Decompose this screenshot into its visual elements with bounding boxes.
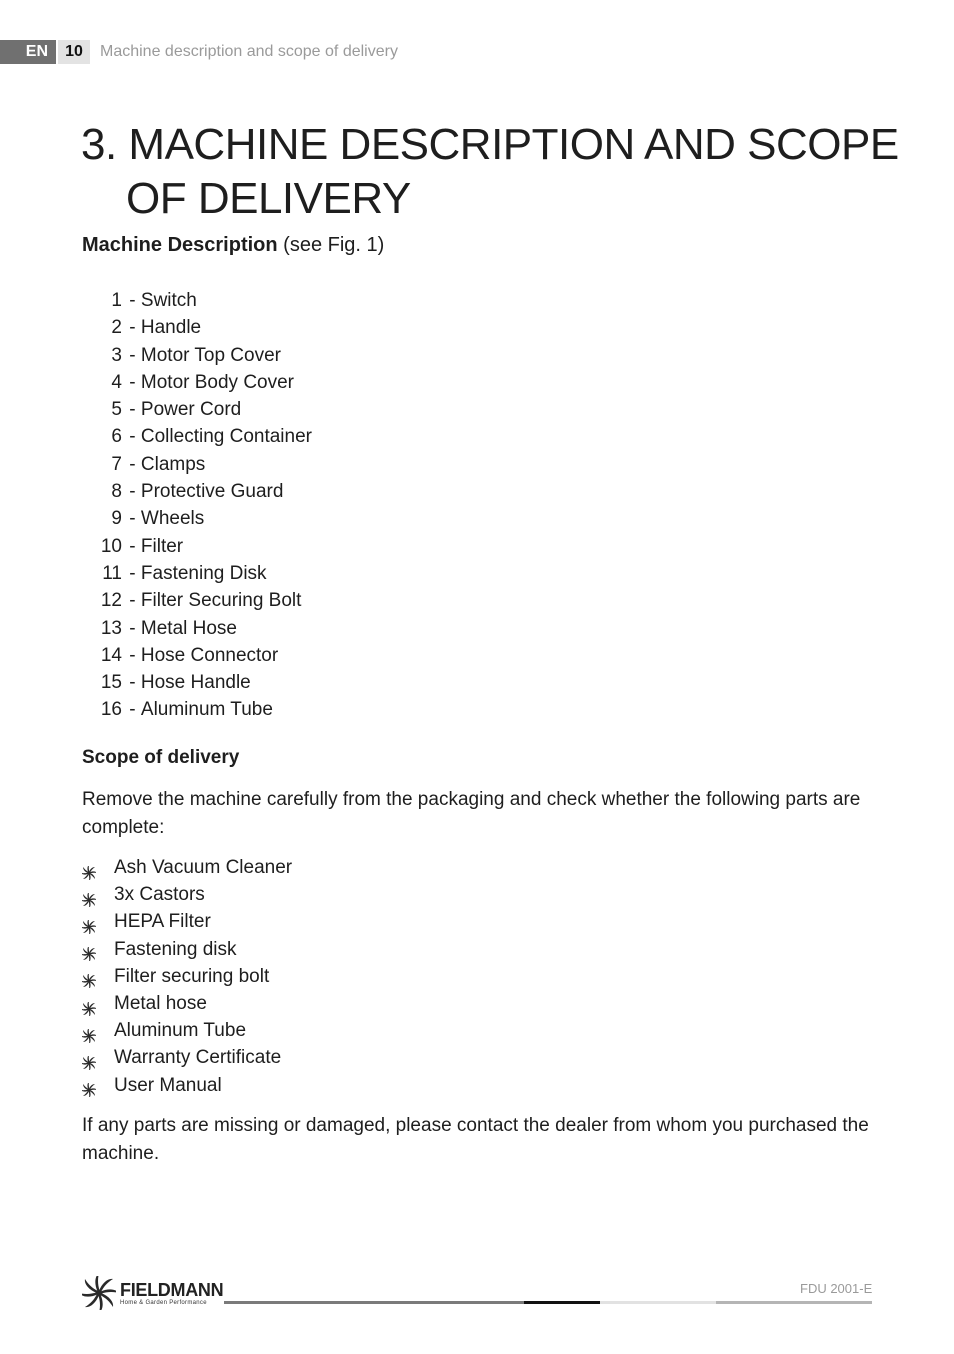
parts-list [82,287,312,724]
scope-item-label: HEPA Filter [114,911,211,933]
scope-item [82,963,292,990]
part-number: 11 [102,562,122,584]
part-separator: - [124,399,141,421]
scope-item-label: Filter securing bolt [114,965,270,987]
part-separator: - [124,426,141,448]
part-name: Power Cord [140,399,242,421]
part-separator: - [124,644,141,666]
machine-description-heading [82,234,384,257]
footer-bar-segment-2 [524,1301,600,1304]
part-name: Motor Body Cover [140,371,295,393]
part-name: Clamps [140,453,206,475]
part-item [82,642,312,669]
scope-item-label: 3x Castors [114,884,205,906]
part-separator: - [124,535,141,557]
part-number: 12 [100,590,122,612]
part-name: Filter [140,535,184,557]
part-number: 14 [100,644,122,666]
part-number: 7 [111,453,122,475]
part-number: 4 [111,371,122,393]
page-title-line1: 3. MACHINE DESCRIPTION AND SCOPE [81,120,899,169]
fan-logo-icon [82,1276,116,1310]
part-item [82,669,312,696]
part-item [82,615,312,642]
machine-description-heading-bold: Machine Description [82,234,278,256]
scope-item-label: User Manual [114,1074,222,1096]
model-number: FDU 2001-E [800,1281,873,1296]
part-separator: - [124,562,141,584]
footer-bar-segment-1 [224,1301,524,1304]
part-name: Aluminum Tube [140,699,273,721]
running-header-title: Machine description and scope of delivery [100,43,398,60]
part-separator: - [124,290,141,311]
part-item [82,696,312,723]
page-header [0,40,398,64]
part-number: 10 [100,535,122,557]
part-number: 9 [111,508,122,530]
scope-item-label: Metal hose [114,992,207,1014]
part-separator: - [124,590,141,612]
part-item [82,587,312,614]
part-item [82,287,312,314]
page-title-line2: OF DELIVERY [126,174,411,223]
scope-item [82,881,292,908]
part-item [82,314,312,341]
fan-bullet-icon [82,969,96,983]
scope-heading: Scope of delivery [82,747,240,768]
fan-bullet-icon [82,1078,96,1092]
part-name: Wheels [140,508,205,530]
part-item [82,451,312,478]
brand-name: FIELDMANN [120,1280,224,1300]
fan-bullet-icon [82,942,96,956]
fan-bullet-icon [82,861,96,875]
page-title [81,118,899,226]
part-separator: - [124,508,141,530]
footer-bar-segment-3 [600,1301,716,1304]
fan-bullet-icon [82,1024,96,1038]
footer-bar-segment-4 [716,1301,872,1304]
part-name: Switch [140,290,197,311]
scope-item-label: Fastening disk [114,938,237,960]
fan-bullet-icon [82,915,96,929]
part-separator: - [124,344,141,366]
part-number: 15 [100,672,122,694]
scope-item-label: Warranty Certificate [114,1047,282,1069]
part-separator: - [124,371,141,393]
part-separator: - [124,453,141,475]
part-separator: - [124,617,141,639]
scope-outro: If any parts are missing or damaged, please contact the dealer from whom you purchased the machine. [82,1115,869,1164]
fan-bullet-icon [82,997,96,1011]
part-name: Protective Guard [140,481,284,503]
part-item [82,423,312,450]
part-name: Handle [140,317,202,339]
part-name: Motor Top Cover [140,344,281,366]
part-item [82,369,312,396]
part-number: 3 [111,344,122,366]
part-separator: - [124,672,141,694]
part-item [82,533,312,560]
part-number: 1 [111,290,122,311]
part-number: 13 [100,617,122,639]
part-number: 5 [111,399,122,421]
fan-bullet-icon [82,1051,96,1065]
scope-item [82,990,292,1017]
part-separator: - [124,317,141,339]
scope-item [82,936,292,963]
part-item [82,505,312,532]
part-name: Hose Handle [140,672,251,694]
part-item [82,478,312,505]
fan-bullet-icon [82,888,96,902]
scope-item [82,854,292,881]
part-number: 16 [100,699,122,721]
scope-item-label: Ash Vacuum Cleaner [114,857,293,878]
brand-tagline: Home & Garden Performance [120,1300,207,1306]
part-number: 2 [111,317,122,339]
part-name: Collecting Container [140,426,312,448]
part-separator: - [124,699,141,721]
page-number: 10 [58,40,90,64]
part-item [82,560,312,587]
brand-logo [82,1276,223,1310]
scope-intro: Remove the machine carefully from the packaging and check whether the following parts are complete: [82,789,861,838]
part-name: Hose Connector [140,644,279,666]
part-number: 6 [111,426,122,448]
part-name: Fastening Disk [140,562,267,584]
language-tag: EN [0,40,56,64]
part-item [82,396,312,423]
part-name: Filter Securing Bolt [140,590,302,612]
scope-item [82,908,292,935]
part-item [82,342,312,369]
scope-items-list [82,854,292,1099]
scope-item-label: Aluminum Tube [114,1020,247,1042]
part-name: Metal Hose [140,617,237,639]
brand-wordmark [120,1276,223,1307]
machine-description-heading-ref: (see Fig. 1) [277,234,385,256]
scope-item [82,1017,292,1044]
part-number: 8 [111,481,122,503]
part-separator: - [124,481,141,503]
scope-item [82,1072,292,1099]
scope-item [82,1044,292,1071]
